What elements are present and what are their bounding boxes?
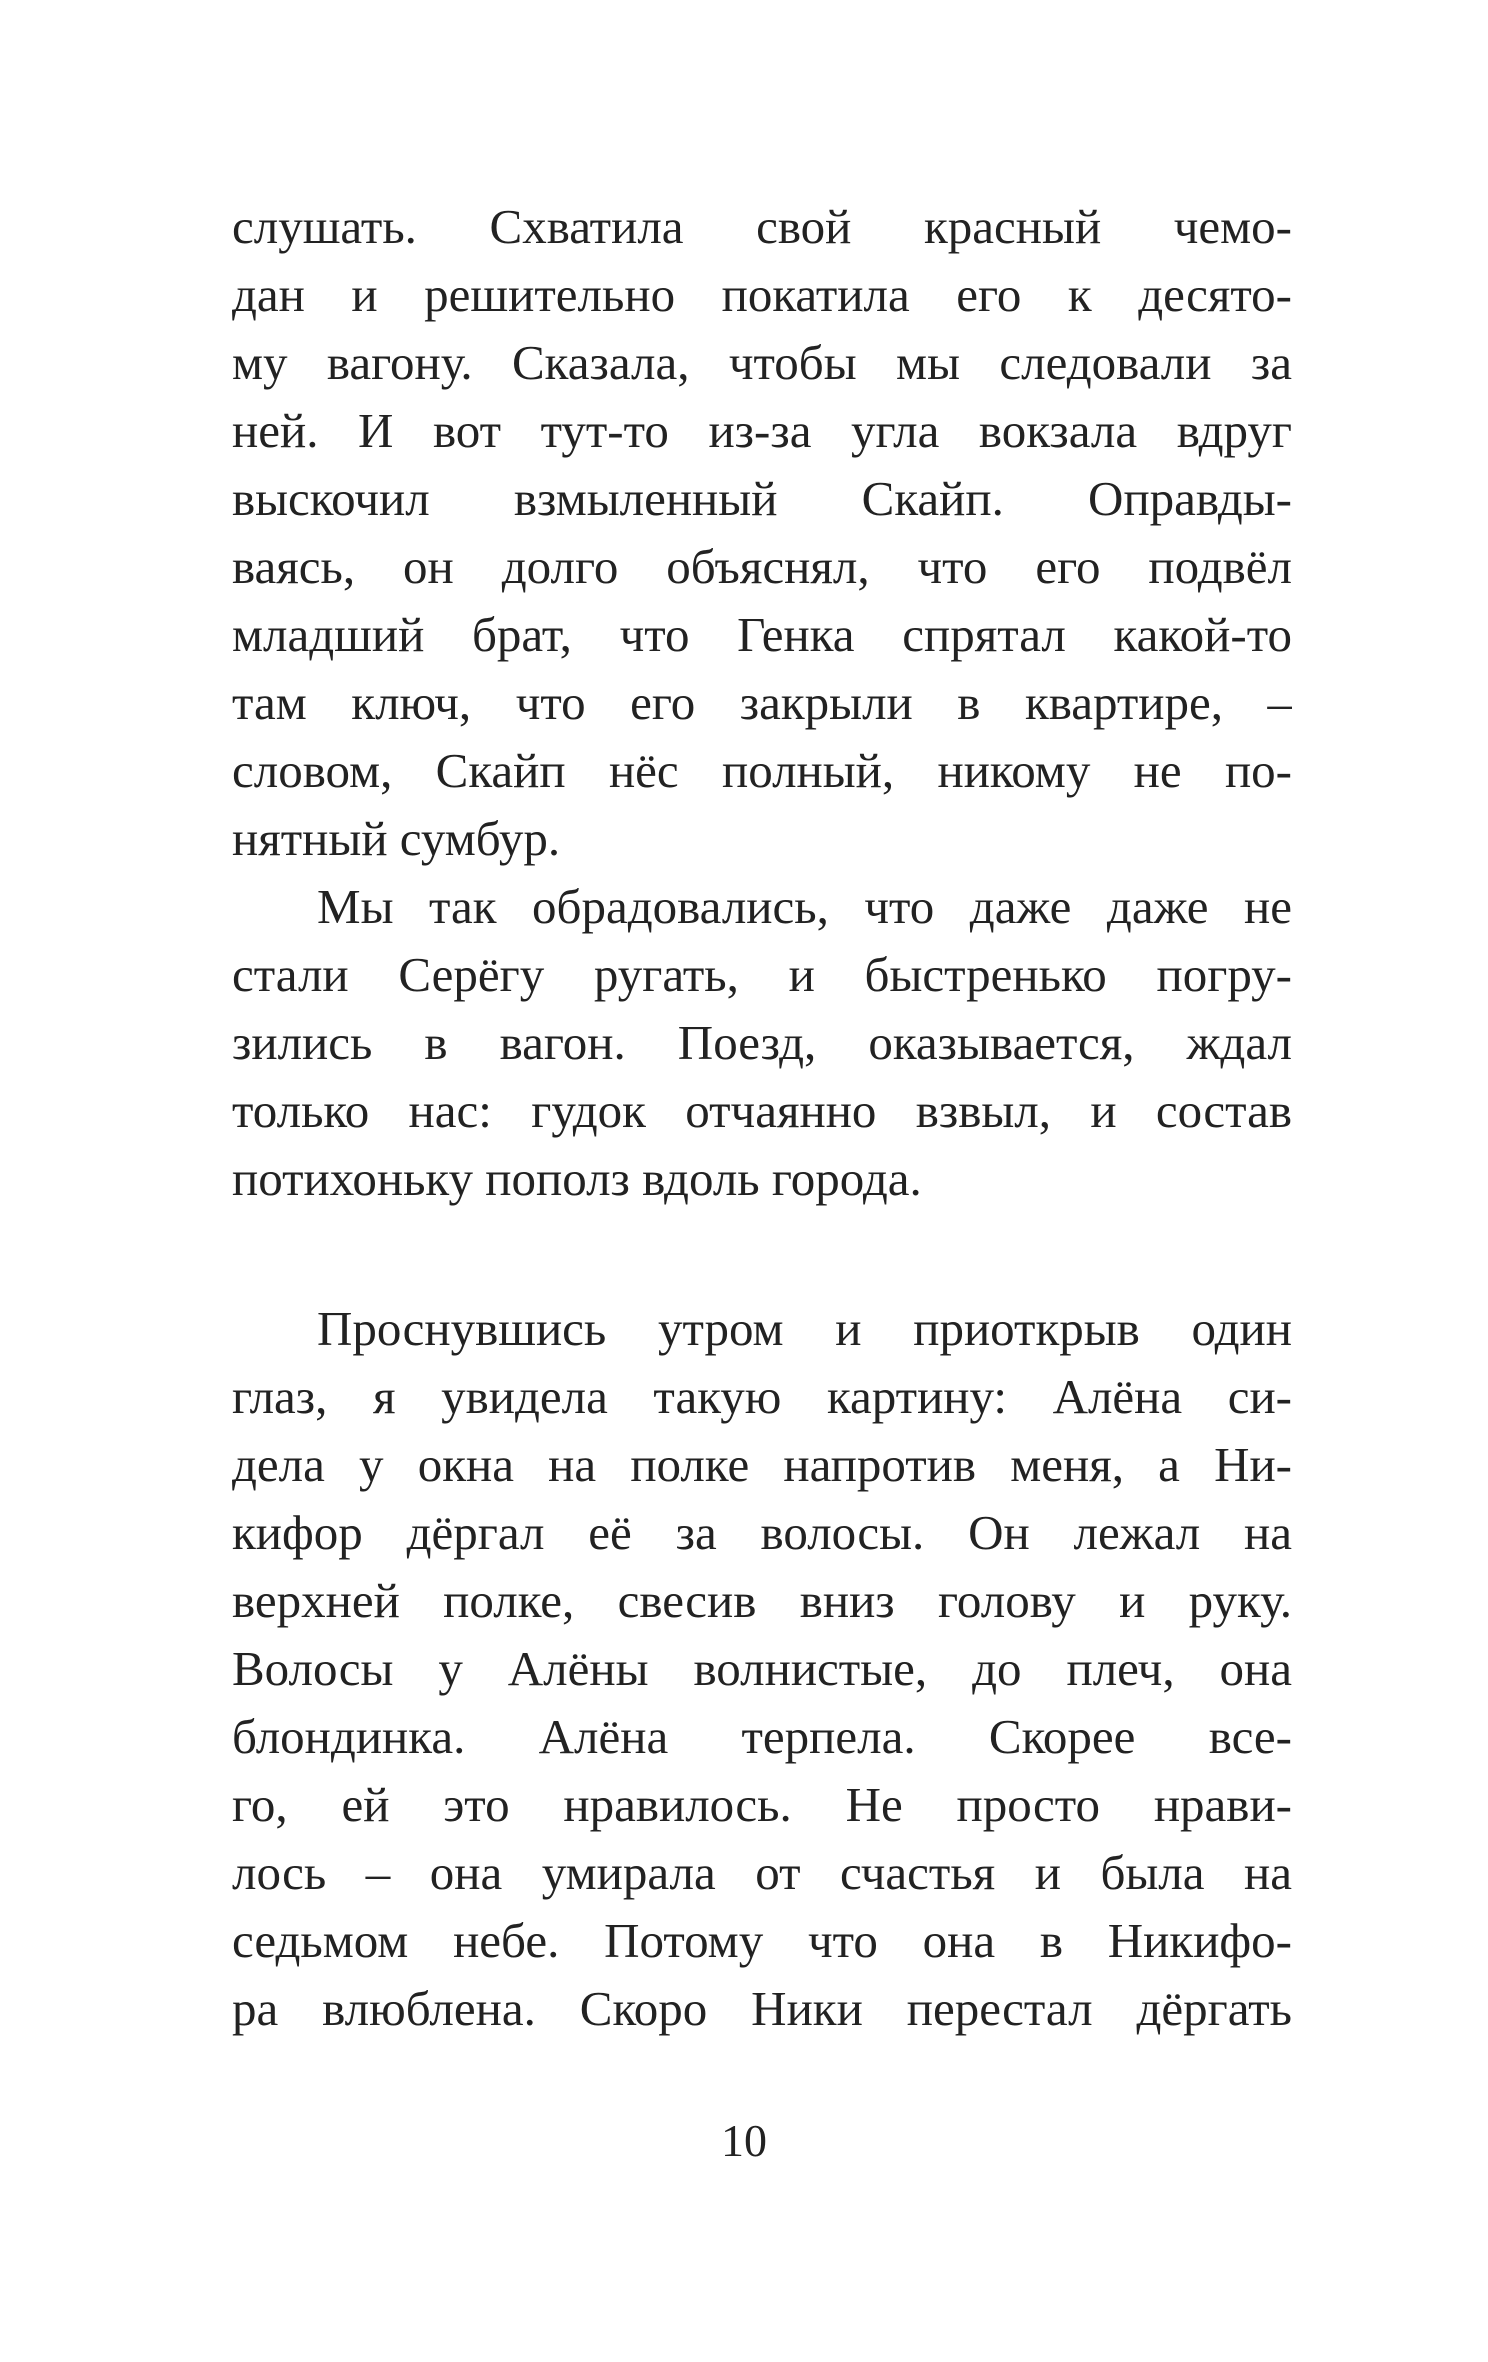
text-line: Мы так обрадовались, что даже даже не (317, 879, 1292, 934)
text-line: ваясь, он долго объяснял, что его подвёл (232, 539, 1292, 594)
text-line: му вагону. Сказала, чтобы мы следовали за (232, 335, 1292, 390)
text-line: кифор дёргал её за волосы. Он лежал на (232, 1505, 1292, 1560)
text-line: словом, Скайп нёс полный, никому не по- (232, 743, 1292, 798)
text-line: ней. И вот тут-то из-за угла вокзала вдруг (232, 403, 1292, 458)
text-line: ра влюблена. Скоро Ники перестал дёргать (232, 1981, 1292, 2036)
body-text (232, 193, 1292, 2043)
text-line: блондинка. Алёна терпела. Скорее все- (232, 1709, 1292, 1764)
text-line: лось – она умирала от счастья и была на (232, 1845, 1292, 1900)
text-line: зились в вагон. Поезд, оказывается, ждал (232, 1015, 1292, 1070)
text-line: седьмом небе. Потому что она в Никифо- (232, 1913, 1292, 1968)
text-line: там ключ, что его закрыли в квартире, – (232, 675, 1292, 730)
text-line: го, ей это нравилось. Не просто нрави- (232, 1777, 1292, 1832)
text-line: потихоньку пополз вдоль города. (232, 1151, 922, 1206)
text-line: стали Серёгу ругать, и быстренько погру- (232, 947, 1292, 1002)
text-line: дела у окна на полке напротив меня, а Ни- (232, 1437, 1292, 1492)
text-line: Волосы у Алёны волнистые, до плеч, она (232, 1641, 1292, 1696)
text-line: слушать. Схватила свой красный чемо- (232, 199, 1292, 254)
text-line: нятный сумбур. (232, 811, 561, 866)
text-line: дан и решительно покатила его к десято- (232, 267, 1292, 322)
text-line: только нас: гудок отчаянно взвыл, и состав (232, 1083, 1292, 1138)
page-number: 10 (721, 2115, 767, 2166)
text-line: выскочил взмыленный Скайп. Оправды- (232, 471, 1292, 526)
text-line: Проснувшись утром и приоткрыв один (317, 1301, 1292, 1356)
section-break (232, 1213, 1292, 1295)
text-line: глаз, я увидела такую картину: Алёна си- (232, 1369, 1292, 1424)
text-line: младший брат, что Генка спрятал какой-то (232, 607, 1292, 662)
text-line: верхней полке, свесив вниз голову и руку. (232, 1573, 1292, 1628)
